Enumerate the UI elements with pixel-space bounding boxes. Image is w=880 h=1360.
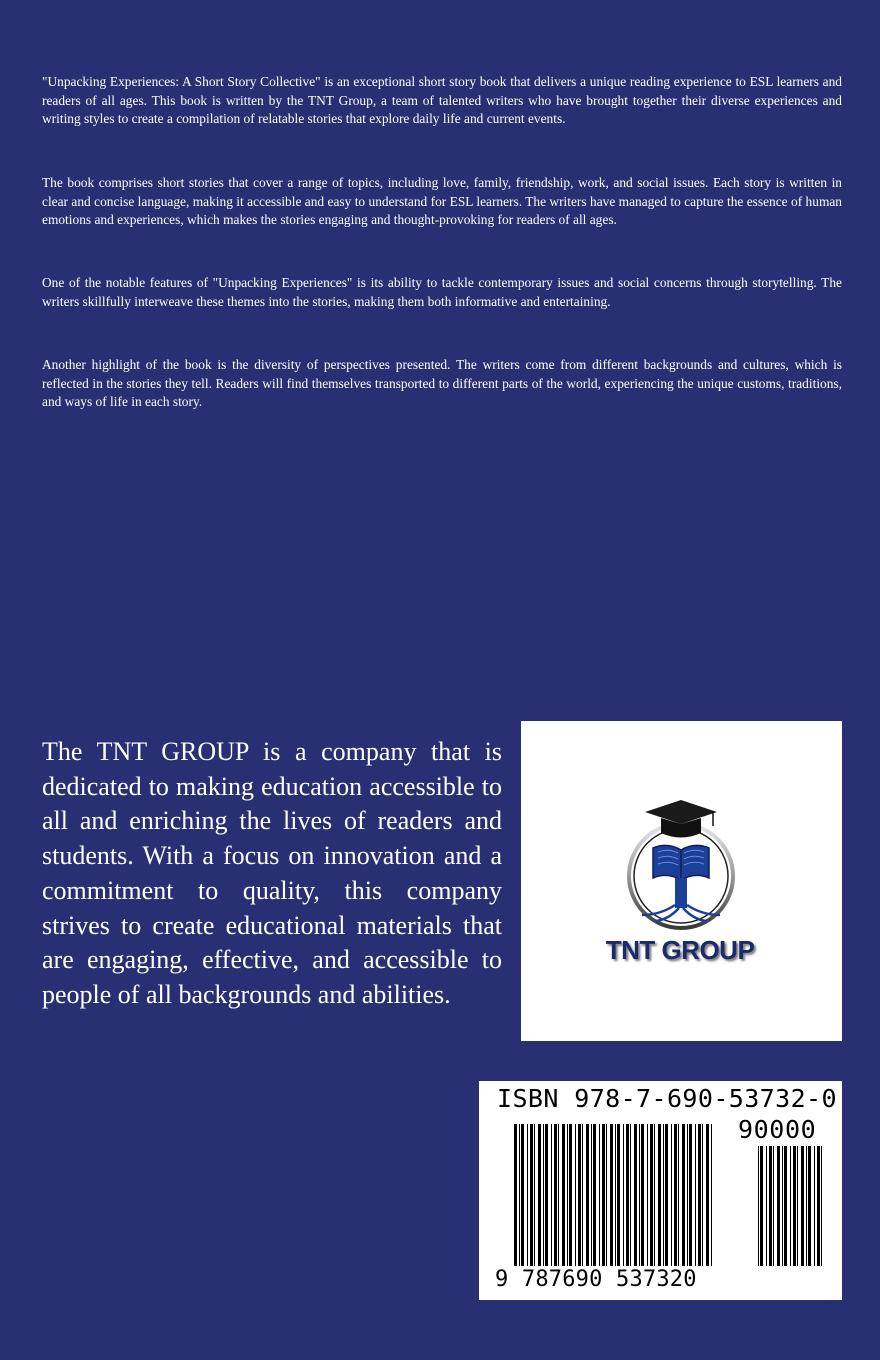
isbn-label: ISBN 978-7-690-53732-0	[497, 1084, 837, 1113]
price-bar-4	[773, 1146, 774, 1266]
isbn-bar-14	[569, 1124, 572, 1266]
isbn-bar-44	[689, 1124, 692, 1266]
isbn-bar-9	[551, 1124, 552, 1266]
isbn-bar-11	[558, 1124, 559, 1266]
isbn-bar-19	[591, 1124, 592, 1266]
price-bar-6	[782, 1146, 783, 1266]
price-bar-16	[821, 1146, 822, 1266]
price-bar-5	[777, 1146, 780, 1266]
isbn-bar-45	[695, 1124, 696, 1266]
isbn-bar-20	[593, 1124, 596, 1266]
isbn-bar-40	[674, 1124, 677, 1266]
price-bar-13	[808, 1146, 811, 1266]
isbn-bar-1	[519, 1124, 520, 1266]
ean-digits: 9 787690 537320	[495, 1267, 697, 1292]
price-bar-15	[817, 1146, 820, 1266]
isbn-bar-34	[650, 1124, 653, 1266]
price-bar-0	[758, 1146, 759, 1266]
isbn-bar-48	[706, 1124, 709, 1266]
isbn-bar-49	[711, 1124, 712, 1266]
isbn-bar-28	[626, 1124, 629, 1266]
isbn-bar-32	[641, 1124, 644, 1266]
isbn-bar-42	[682, 1124, 685, 1266]
isbn-bar-15	[575, 1124, 576, 1266]
isbn-bar-3	[527, 1124, 528, 1266]
isbn-bar-5	[534, 1124, 535, 1266]
logo-wordmark: TNT GROUP	[605, 935, 755, 965]
isbn-bar-26	[617, 1124, 620, 1266]
description-paragraph-2: The book comprises short stories that cover a range of topics, including love, family, friendship, work, and social issues. Each story is written in clear and concise language, making it accessible and easy to understand for ESL learners. The writers have managed to capture the essence of human emotions and experiences, which makes the stories engaging and thought-provoking for readers of all ages.	[42, 175, 842, 227]
price-bar-8	[790, 1146, 791, 1266]
isbn-bar-21	[599, 1124, 600, 1266]
isbn-bar-38	[665, 1124, 668, 1266]
price-bar-9	[793, 1146, 796, 1266]
price-bar-12	[806, 1146, 807, 1266]
description-paragraph-1: "Unpacking Experiences: A Short Story Collective" is an exceptional short story book that delivers a unique reading experience to ESL learners and readers of all ages. This book is written by the TNT Group, a team of talented writers who have brought together their diverse experiences and writing styles to create a compilation of relatable stories that explore daily life and current events.	[42, 74, 842, 126]
price-code: 90000	[738, 1115, 817, 1144]
isbn-bar-37	[663, 1124, 664, 1266]
isbn-bar-4	[530, 1124, 533, 1266]
price-bar-10	[797, 1146, 798, 1266]
isbn-bar-18	[586, 1124, 589, 1266]
isbn-bar-31	[639, 1124, 640, 1266]
isbn-bar-36	[658, 1124, 661, 1266]
isbn-bar-7	[543, 1124, 544, 1266]
isbn-bar-29	[630, 1124, 631, 1266]
price-bar-7	[784, 1146, 787, 1266]
isbn-bar-8	[545, 1124, 548, 1266]
isbn-bar-39	[671, 1124, 672, 1266]
publisher-blurb: The TNT GROUP is a company that is dedicated to making education accessible to all and enriching the lives of readers and students. With a focus on innovation and a commitment to quality, this company strives to create educational materials that are engaging, effective, and accessible to people of all backgrounds and abilities.	[42, 737, 502, 1009]
isbn-bar-46	[698, 1124, 701, 1266]
price-bar-2	[766, 1146, 767, 1266]
isbn-bar-33	[647, 1124, 648, 1266]
isbn-bar-27	[623, 1124, 624, 1266]
price-bar-14	[814, 1146, 815, 1266]
isbn-bar-43	[687, 1124, 688, 1266]
isbn-bar-25	[615, 1124, 616, 1266]
isbn-bar-13	[567, 1124, 568, 1266]
isbn-bar-0	[514, 1124, 517, 1266]
isbn-bar-2	[521, 1124, 524, 1266]
price-bar-3	[769, 1146, 772, 1266]
isbn-bar-24	[610, 1124, 613, 1266]
isbn-bar-47	[702, 1124, 703, 1266]
isbn-bar-6	[538, 1124, 541, 1266]
isbn-bar-23	[606, 1124, 607, 1266]
price-bar-1	[760, 1146, 763, 1266]
isbn-bar-17	[582, 1124, 583, 1266]
isbn-bar-22	[602, 1124, 605, 1266]
isbn-bar-10	[554, 1124, 557, 1266]
description-paragraph-4: Another highlight of the book is the diversity of perspectives presented. The writers come from different backgrounds and cultures, which is reflected in the stories they tell. Readers will find themselves transported to different parts of the world, experiencing the unique customs, traditions, and ways of life in each story.	[42, 357, 842, 409]
isbn-bar-35	[654, 1124, 655, 1266]
isbn-bar-41	[678, 1124, 679, 1266]
isbn-bar-12	[562, 1124, 565, 1266]
isbn-bar-30	[634, 1124, 637, 1266]
description-paragraph-3: One of the notable features of "Unpacking Experiences" is its ability to tackle contemporary issues and social concerns through storytelling. The writers skillfully interweave these themes into the stories, making them both informative and entertaining.	[42, 275, 842, 309]
price-bar-11	[801, 1146, 804, 1266]
isbn-bar-16	[578, 1124, 581, 1266]
